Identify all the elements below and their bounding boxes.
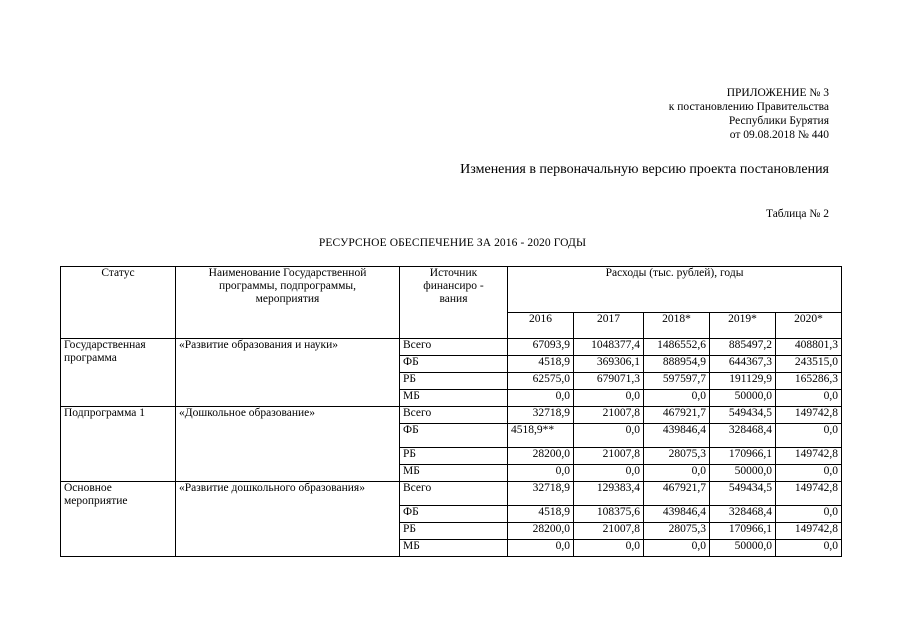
header-year-2020: 2020* (776, 313, 842, 339)
source-cell: Всего (400, 339, 508, 356)
header-year-2019: 2019* (710, 313, 776, 339)
value-cell: 597597,7 (644, 373, 710, 390)
source-cell: МБ (400, 390, 508, 407)
value-cell: 165286,3 (776, 373, 842, 390)
value-cell: 21007,8 (574, 523, 644, 540)
value-cell: 4518,9 (508, 356, 574, 373)
value-cell: 467921,7 (644, 482, 710, 506)
value-cell: 62575,0 (508, 373, 574, 390)
value-cell: 0,0 (574, 465, 644, 482)
value-cell: 369306,1 (574, 356, 644, 373)
value-cell: 0,0 (776, 465, 842, 482)
value-cell: 549434,5 (710, 407, 776, 424)
value-cell: 0,0 (776, 506, 842, 523)
value-cell: 108375,6 (574, 506, 644, 523)
value-cell: 0,0 (644, 390, 710, 407)
source-cell: МБ (400, 540, 508, 557)
value-cell: 0,0 (644, 540, 710, 557)
value-cell: 467921,7 (644, 407, 710, 424)
value-cell: 21007,8 (574, 407, 644, 424)
appendix-resolution-ref: к постановлению Правительства (668, 101, 829, 113)
source-cell: ФБ (400, 424, 508, 448)
resource-table (60, 266, 842, 557)
program-name-cell: «Развитие дошкольного образования» (176, 482, 400, 557)
appendix-block (669, 86, 829, 142)
value-cell: 170966,1 (710, 448, 776, 465)
program-name-cell: «Дошкольное образование» (176, 407, 400, 482)
value-cell: 28200,0 (508, 448, 574, 465)
value-cell: 1486552,6 (644, 339, 710, 356)
value-cell: 28075,3 (644, 523, 710, 540)
value-cell: 32718,9 (508, 407, 574, 424)
value-cell: 243515,0 (776, 356, 842, 373)
source-cell: ФБ (400, 506, 508, 523)
value-cell: 149742,8 (776, 448, 842, 465)
value-cell: 439846,4 (644, 424, 710, 448)
value-cell: 28075,3 (644, 448, 710, 465)
source-cell: Всего (400, 407, 508, 424)
value-cell: 0,0 (574, 540, 644, 557)
value-cell: 0,0 (776, 390, 842, 407)
header-year-2017: 2017 (574, 313, 644, 339)
value-cell: 21007,8 (574, 448, 644, 465)
value-cell: 328468,4 (710, 506, 776, 523)
header-expenses: Расходы (тыс. рублей), годы (508, 267, 842, 313)
value-cell: 0,0 (508, 540, 574, 557)
value-cell: 4518,9** (508, 424, 574, 448)
value-cell: 549434,5 (710, 482, 776, 506)
value-cell: 50000,0 (710, 465, 776, 482)
value-cell: 149742,8 (776, 482, 842, 506)
appendix-date: от 09.08.2018 № 440 (729, 129, 829, 141)
value-cell: 129383,4 (574, 482, 644, 506)
value-cell: 0,0 (508, 465, 574, 482)
header-source: Источник финансиро - вания (400, 267, 508, 339)
value-cell: 1048377,4 (574, 339, 644, 356)
value-cell: 679071,3 (574, 373, 644, 390)
value-cell: 191129,9 (710, 373, 776, 390)
value-cell: 4518,9 (508, 506, 574, 523)
status-cell: Подпрограмма 1 (61, 407, 176, 482)
table-row (61, 407, 842, 424)
source-cell: РБ (400, 448, 508, 465)
value-cell: 28200,0 (508, 523, 574, 540)
value-cell: 644367,3 (710, 356, 776, 373)
program-name-cell: «Развитие образования и науки» (176, 339, 400, 407)
source-cell: МБ (400, 465, 508, 482)
value-cell: 408801,3 (776, 339, 842, 356)
source-cell: РБ (400, 523, 508, 540)
status-cell: Основное мероприятие (61, 482, 176, 557)
table-row (61, 339, 842, 356)
value-cell: 67093,9 (508, 339, 574, 356)
value-cell: 0,0 (574, 424, 644, 448)
header-row (61, 267, 842, 313)
source-cell: ФБ (400, 356, 508, 373)
value-cell: 888954,9 (644, 356, 710, 373)
appendix-label: ПРИЛОЖЕНИЕ № 3 (726, 87, 829, 99)
value-cell: 0,0 (508, 390, 574, 407)
source-cell: Всего (400, 482, 508, 506)
value-cell: 170966,1 (710, 523, 776, 540)
document-title: Изменения в первоначальную версию проекта постановления (460, 162, 829, 177)
value-cell: 50000,0 (710, 390, 776, 407)
table-number: Таблица № 2 (765, 208, 829, 220)
value-cell: 32718,9 (508, 482, 574, 506)
header-name: Наименование Государственной программы, подпрограммы, мероприятия (176, 267, 400, 339)
value-cell: 328468,4 (710, 424, 776, 448)
table-caption: РЕСУРСНОЕ ОБЕСПЕЧЕНИЕ ЗА 2016 - 2020 ГОДЫ (318, 237, 587, 249)
value-cell: 439846,4 (644, 506, 710, 523)
table-row (61, 482, 842, 506)
appendix-republic: Республики Бурятия (728, 115, 829, 127)
header-status: Статус (61, 267, 176, 339)
header-year-2016: 2016 (508, 313, 574, 339)
value-cell: 50000,0 (710, 540, 776, 557)
value-cell: 0,0 (574, 390, 644, 407)
status-cell: Государственная программа (61, 339, 176, 407)
value-cell: 149742,8 (776, 523, 842, 540)
header-year-2018: 2018* (644, 313, 710, 339)
value-cell: 149742,8 (776, 407, 842, 424)
value-cell: 0,0 (776, 424, 842, 448)
value-cell: 885497,2 (710, 339, 776, 356)
value-cell: 0,0 (776, 540, 842, 557)
source-cell: РБ (400, 373, 508, 390)
value-cell: 0,0 (644, 465, 710, 482)
